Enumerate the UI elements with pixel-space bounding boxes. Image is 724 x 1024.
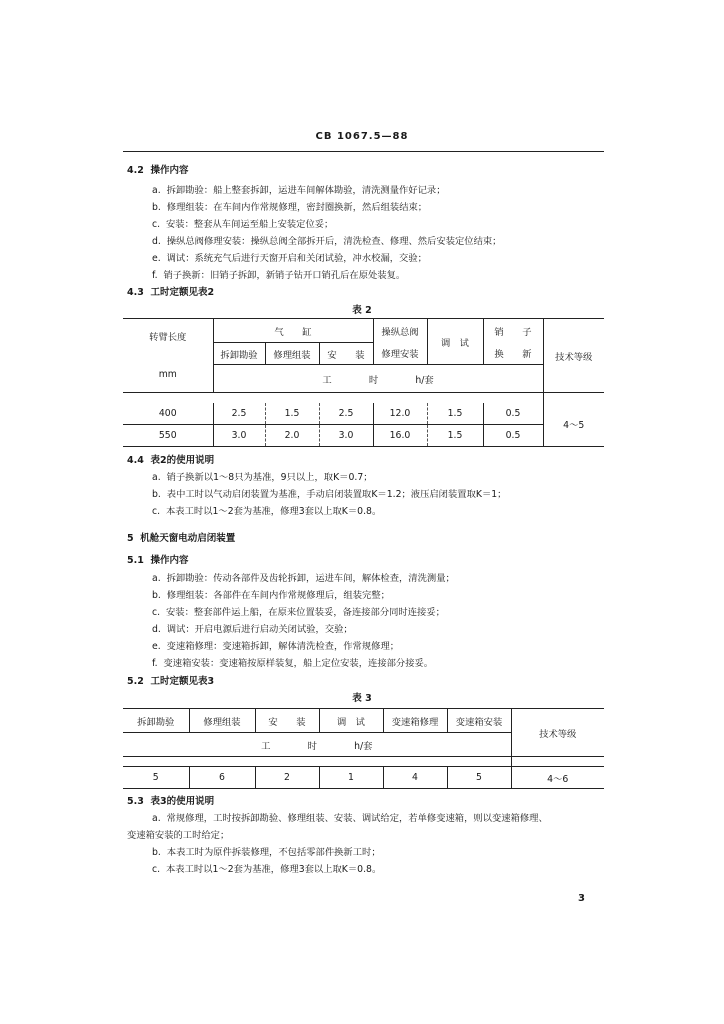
col-header-pin-line2: 换 新 bbox=[483, 343, 543, 365]
list-item bbox=[152, 604, 445, 618]
list-item bbox=[152, 182, 446, 196]
cell-value: 1 bbox=[319, 767, 383, 789]
item-letter: c. bbox=[152, 219, 161, 230]
section-5-3-heading bbox=[127, 793, 214, 807]
spacer-row bbox=[123, 757, 511, 767]
cell-value: 1.5 bbox=[427, 403, 483, 425]
section-number: 5 bbox=[127, 533, 134, 544]
cell-value: 5 bbox=[447, 767, 511, 789]
item-text: 拆卸勘验：传动各部件及齿轮拆卸，运进车间，解体检查，清洗测量； bbox=[166, 573, 455, 584]
cell-length: 400 bbox=[123, 403, 213, 425]
standard-code: CB 1067.5—88 bbox=[315, 131, 409, 142]
list-item bbox=[152, 486, 506, 500]
item-letter: a. bbox=[152, 185, 161, 196]
item-letter: a. bbox=[152, 573, 161, 584]
table-3 bbox=[123, 708, 604, 789]
unit-row: 工 时 h/套 bbox=[213, 365, 543, 393]
cell-length: 550 bbox=[123, 425, 213, 447]
cell-value: 16.0 bbox=[373, 425, 427, 447]
page-number: 3 bbox=[578, 893, 585, 904]
item-letter: b. bbox=[152, 489, 161, 500]
item-text: 本表工时以1～2套为基准，修理3套以上取K＝0.8。 bbox=[166, 864, 382, 875]
list-item bbox=[152, 621, 353, 635]
sub-header-disassembly: 拆卸勘验 bbox=[213, 343, 265, 365]
list-item bbox=[152, 844, 381, 858]
section-number: 4.3 bbox=[127, 287, 144, 298]
list-item-continuation bbox=[127, 827, 229, 841]
item-text: 本表工时以1～2套为基准，修理3套以上取K＝0.8。 bbox=[166, 506, 382, 517]
list-item bbox=[152, 469, 373, 483]
col-header-repair: 修理组装 bbox=[189, 709, 255, 733]
col-header-install: 安 装 bbox=[255, 709, 319, 733]
spacer-cell bbox=[511, 757, 604, 767]
item-text: 修理组装：各部件在车间内作常规修理后，组装完整； bbox=[166, 590, 390, 601]
item-text: 常规修理，工时按拆卸勘验、修理组装、安装、调试给定，若单修变速箱，则以变速箱修理、 bbox=[166, 813, 548, 824]
item-text: 表中工时以气动启闭装置为基准，手动启闭装置取K＝1.2；液压启闭装置取K＝1； bbox=[166, 489, 507, 500]
list-item bbox=[152, 250, 427, 264]
section-number: 5.1 bbox=[127, 555, 144, 566]
col-header-debug: 调 试 bbox=[427, 319, 483, 365]
cell-grade: 4～5 bbox=[543, 403, 604, 447]
cell-value: 2.0 bbox=[265, 425, 319, 447]
item-text: 销子换新：旧销子拆卸，新销子钻开口销孔后在原处装复。 bbox=[163, 270, 406, 281]
col-header-disassembly: 拆卸勘验 bbox=[123, 709, 189, 733]
list-item bbox=[152, 233, 501, 247]
cell-value: 0.5 bbox=[483, 425, 543, 447]
section-4-2-heading bbox=[127, 162, 188, 176]
section-number: 4.2 bbox=[127, 165, 144, 176]
list-item bbox=[152, 861, 381, 875]
item-letter: c. bbox=[152, 864, 161, 875]
list-item bbox=[152, 199, 427, 213]
item-text: 安装：整套从车间运至船上安装定位妥； bbox=[166, 219, 334, 230]
item-letter: a. bbox=[152, 472, 161, 483]
cell-value: 2 bbox=[255, 767, 319, 789]
item-letter: b. bbox=[152, 590, 161, 601]
cell-value: 4 bbox=[383, 767, 447, 789]
list-item bbox=[152, 655, 433, 669]
section-number: 5.2 bbox=[127, 676, 144, 687]
cell-value: 6 bbox=[189, 767, 255, 789]
cell-value: 2.5 bbox=[319, 403, 373, 425]
col-header-gearbox-install: 变速箱安装 bbox=[447, 709, 511, 733]
item-letter: c. bbox=[152, 607, 161, 618]
item-letter: e. bbox=[152, 641, 161, 652]
item-text: 变速箱安装的工时给定； bbox=[127, 830, 230, 841]
item-letter: e. bbox=[152, 253, 161, 264]
list-item bbox=[152, 503, 381, 517]
col-header-shaft-length: 转臂长度 bbox=[123, 319, 213, 365]
cell-value: 3.0 bbox=[213, 425, 265, 447]
item-text: 销子换新以1～8只为基准，9只以上，取K＝0.7； bbox=[166, 472, 373, 483]
section-number: 4.4 bbox=[127, 455, 144, 466]
section-4-4-heading bbox=[127, 452, 214, 466]
spacer-row bbox=[123, 393, 543, 403]
col-header-cylinder: 气 缸 bbox=[213, 319, 373, 343]
section-title: 表3的使用说明 bbox=[150, 796, 215, 807]
item-text: 安装：整套部件运上船，在原来位置装妥，备连接部分同时连接妥； bbox=[166, 607, 445, 618]
list-item bbox=[152, 570, 455, 584]
item-letter: c. bbox=[152, 506, 161, 517]
item-letter: d. bbox=[152, 624, 161, 635]
cell-value: 1.5 bbox=[427, 425, 483, 447]
item-letter: b. bbox=[152, 202, 161, 213]
item-letter: f. bbox=[152, 270, 158, 281]
section-title: 工时定额见表2 bbox=[150, 287, 215, 298]
col-header-grade: 技术等级 bbox=[511, 709, 604, 757]
list-item bbox=[152, 267, 405, 281]
section-title: 操作内容 bbox=[150, 165, 189, 176]
col-header-pin-line1: 销 子 bbox=[483, 319, 543, 343]
table-3-caption: 表 3 bbox=[352, 693, 372, 704]
table-row bbox=[123, 767, 604, 789]
section-number: 5.3 bbox=[127, 796, 144, 807]
cell-value: 2.5 bbox=[213, 403, 265, 425]
cell-value: 3.0 bbox=[319, 425, 373, 447]
cell-value: 5 bbox=[123, 767, 189, 789]
list-item bbox=[152, 810, 548, 824]
section-title: 表2的使用说明 bbox=[150, 455, 215, 466]
col-header-valve-line1: 操纵总阀 bbox=[373, 319, 427, 343]
list-item bbox=[152, 638, 399, 652]
item-text: 变速箱修理：变速箱拆卸，解体清洗检查，作常规修理； bbox=[166, 641, 400, 652]
item-text: 修理组装：在车间内作常规修理，密封圈换新，然后组装结束； bbox=[166, 202, 428, 213]
table-row bbox=[123, 403, 604, 425]
item-text: 本表工时为原件拆装修理，不包括零部件换新工时； bbox=[166, 847, 381, 858]
list-item bbox=[152, 587, 390, 601]
item-letter: d. bbox=[152, 236, 161, 247]
cell-value: 0.5 bbox=[483, 403, 543, 425]
spacer-cell bbox=[543, 393, 604, 403]
col-header-debug: 调 试 bbox=[319, 709, 383, 733]
cell-value: 1.5 bbox=[265, 403, 319, 425]
item-text: 调试：系统充气后进行天窗开启和关闭试验，冲水校漏，交验； bbox=[166, 253, 427, 264]
item-text: 操纵总阀修理安装：操纵总阀全部拆开后，清洗检查、修理、然后安装定位结束； bbox=[166, 236, 502, 247]
unit-row: 工 时 h/套 bbox=[123, 733, 511, 757]
col-header-unit: mm bbox=[158, 368, 177, 380]
list-item bbox=[152, 216, 333, 230]
item-text: 调试：开启电源后进行启动关闭试验，交验； bbox=[166, 624, 353, 635]
item-letter: b. bbox=[152, 847, 161, 858]
col-header-gearbox-repair: 变速箱修理 bbox=[383, 709, 447, 733]
item-letter: a. bbox=[152, 813, 161, 824]
item-letter: f. bbox=[152, 658, 158, 669]
item-text: 变速箱安装：变速箱按原样装复，船上定位安装，连接部分接妥。 bbox=[163, 658, 434, 669]
section-5-heading bbox=[127, 530, 235, 544]
cell-grade: 4～6 bbox=[511, 767, 604, 789]
section-4-3-heading bbox=[127, 284, 214, 298]
section-5-2-heading bbox=[127, 673, 214, 687]
header-rule bbox=[123, 151, 604, 152]
sub-header-install: 安 装 bbox=[319, 343, 373, 365]
section-title: 机舱天窗电动启闭装置 bbox=[140, 533, 236, 544]
table-row bbox=[123, 425, 604, 447]
section-5-1-heading bbox=[127, 552, 188, 566]
cell-value: 12.0 bbox=[373, 403, 427, 425]
section-title: 工时定额见表3 bbox=[150, 676, 215, 687]
sub-header-repair: 修理组装 bbox=[265, 343, 319, 365]
table-2 bbox=[123, 318, 604, 447]
col-header-grade: 技术等级 bbox=[543, 319, 604, 393]
table-2-caption: 表 2 bbox=[352, 305, 372, 316]
section-title: 操作内容 bbox=[150, 555, 189, 566]
col-header-valve-line2: 修理安装 bbox=[373, 343, 427, 365]
item-text: 拆卸勘验：船上整套拆卸，运进车间解体勘验，清洗测量作好记录； bbox=[166, 185, 446, 196]
